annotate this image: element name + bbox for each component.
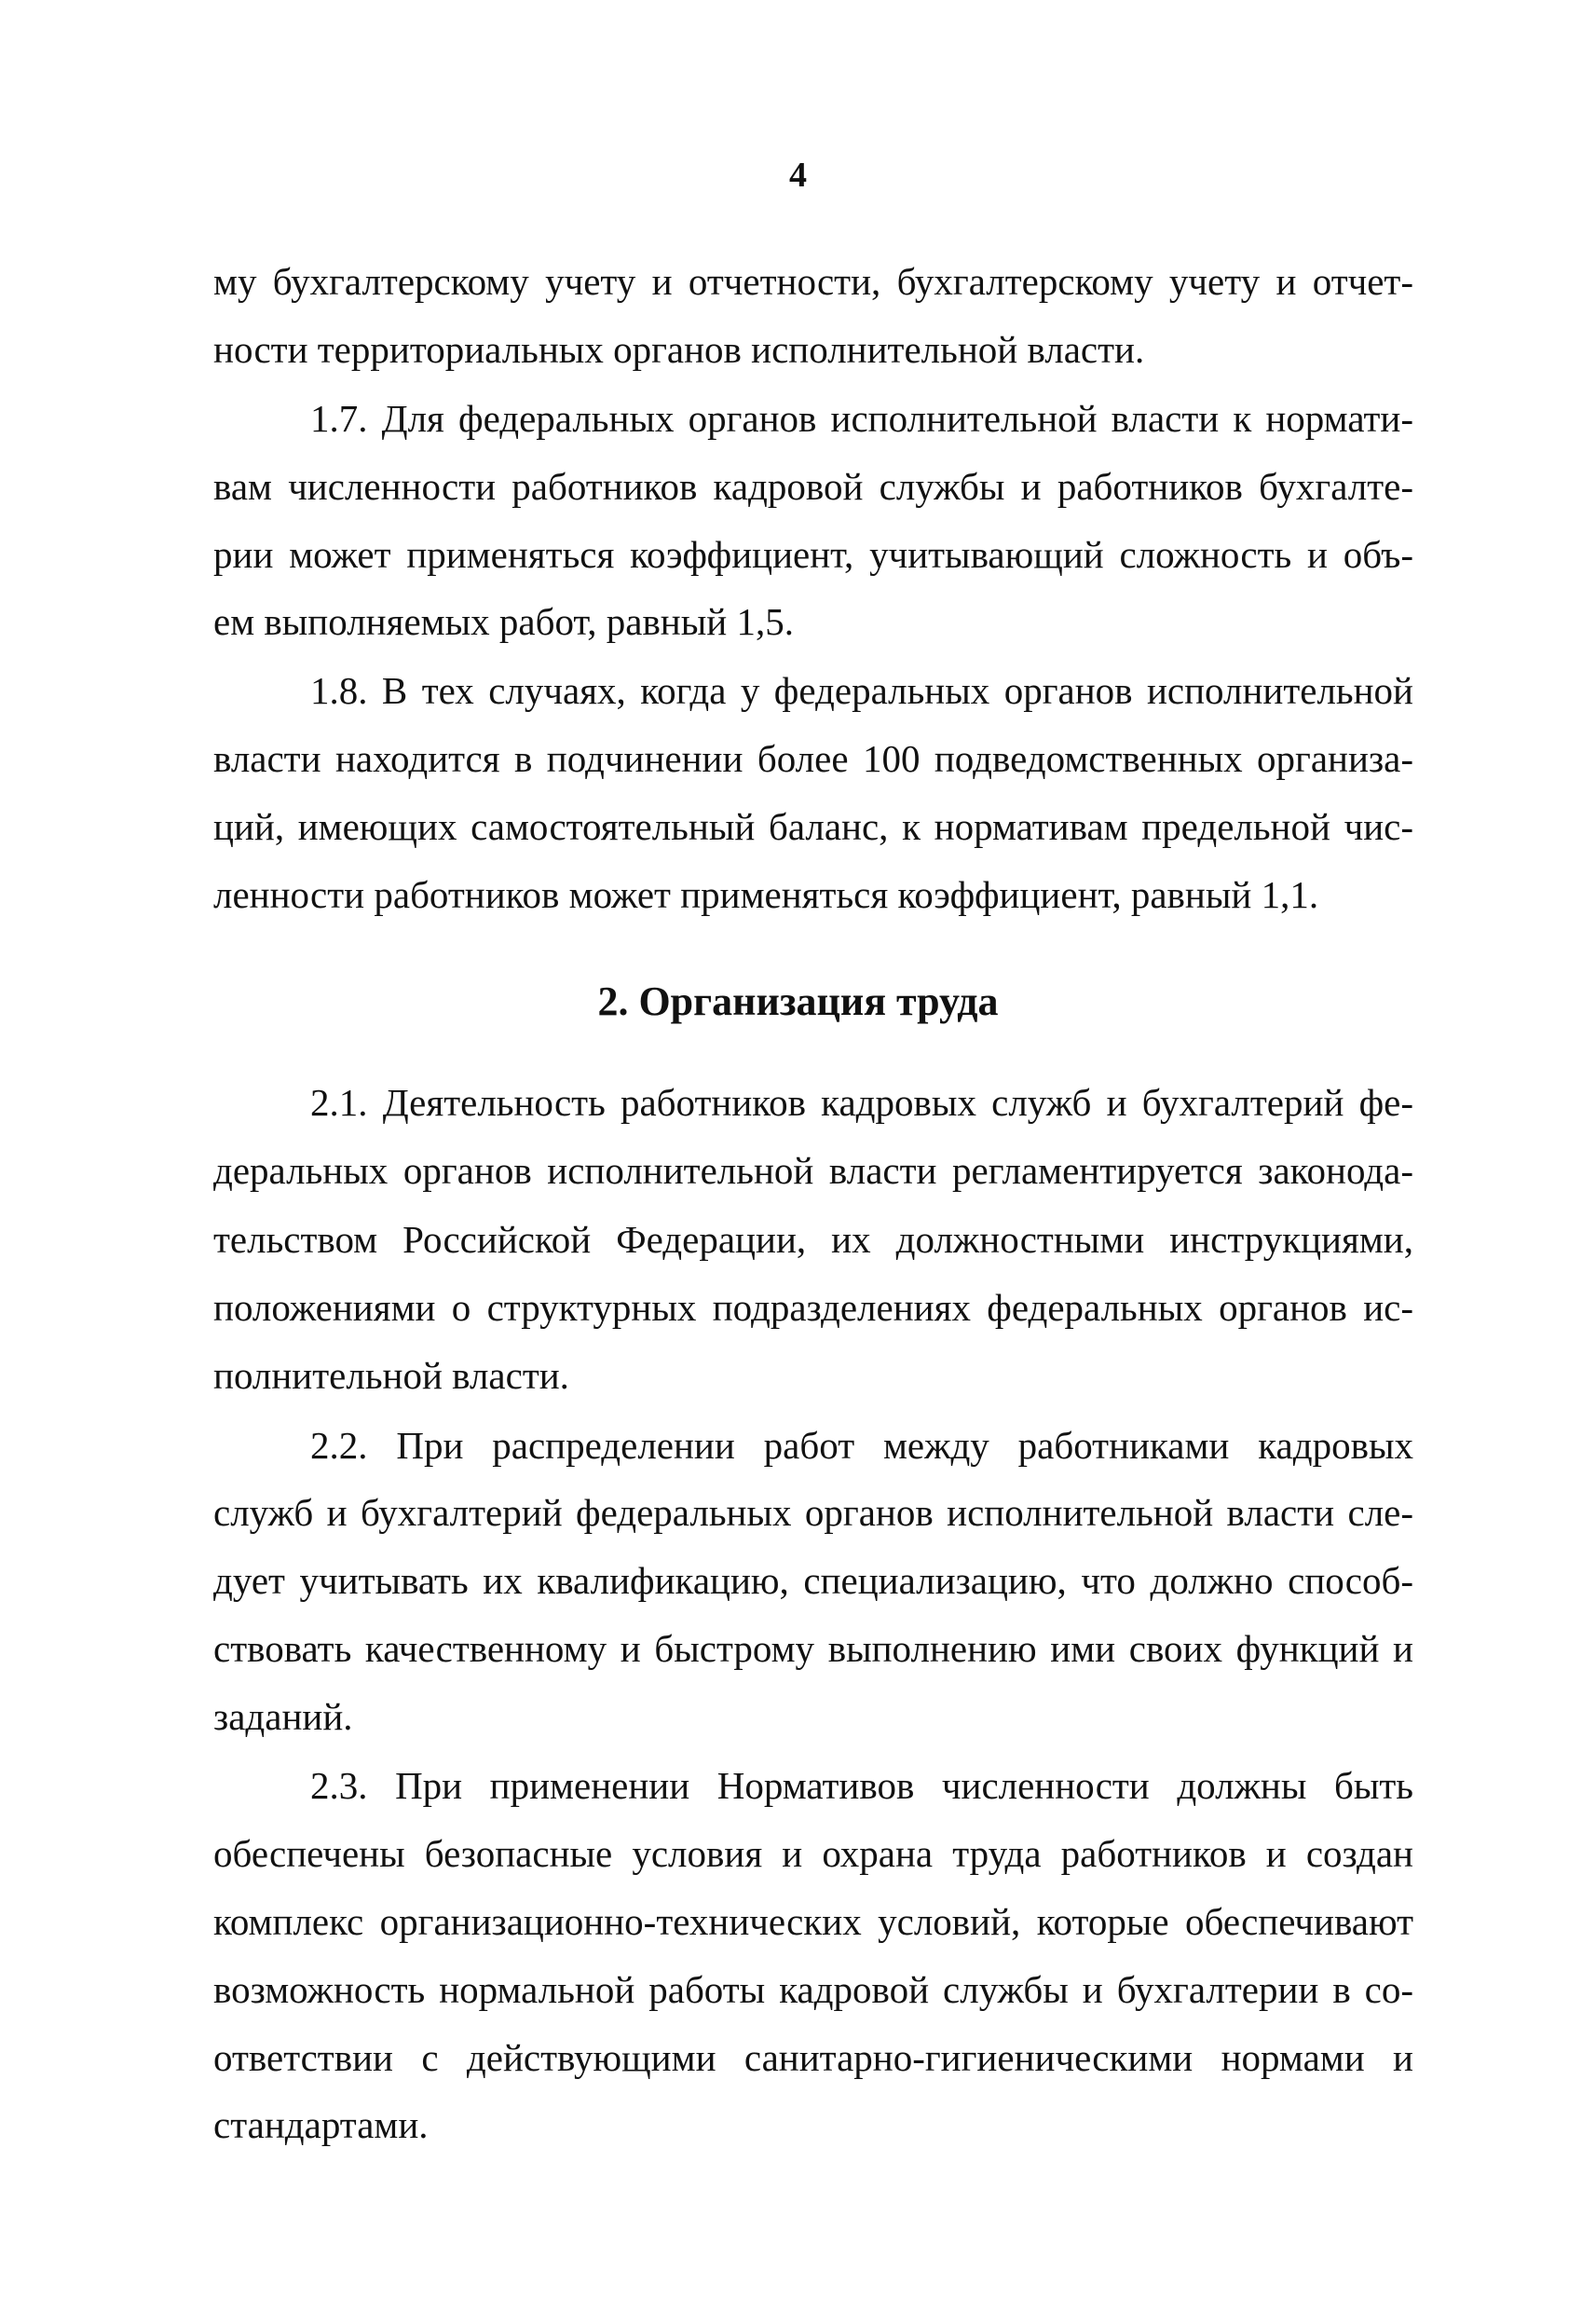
text-line: обеспечены безопасные условия и охрана труда работников и создан <box>213 1832 1413 1875</box>
text-line: рии может применяться коэффициент, учитывающий сложность и объ- <box>213 533 1413 576</box>
text-line: ций, имеющих самостоятельный баланс, к нормативам предельной чис- <box>213 805 1413 848</box>
page-number: 4 <box>789 156 807 195</box>
text-line: комплекс организационно-технических условий, которые обеспечивают <box>213 1900 1413 1943</box>
section-heading: 2. Организация труда <box>597 978 999 1024</box>
text-line: ности территориальных органов исполнительной власти. <box>213 328 1145 371</box>
text-line: 2.1. Деятельность работников кадровых служб и бухгалтерий фе- <box>310 1081 1413 1124</box>
text-line: возможность нормальной работы кадровой службы и бухгалтерии в со- <box>213 1968 1413 2011</box>
text-line: 1.8. В тех случаях, когда у федеральных органов исполнительной <box>310 669 1413 712</box>
text-line: ствовать качественному и быстрому выполнению ими своих функций и <box>213 1627 1413 1670</box>
text-line: стандартами. <box>213 2103 429 2146</box>
text-line: му бухгалтерскому учету и отчетности, бухгалтерскому учету и отчет- <box>213 260 1413 303</box>
text-line: 2.3. При применении Нормативов численности должны быть <box>310 1764 1413 1807</box>
text-line: заданий. <box>213 1695 353 1738</box>
text-line: ответствии с действующими санитарно-гигиеническими нормами и <box>213 2036 1413 2079</box>
text-line: 2.2. При распределении работ между работниками кадровых <box>310 1424 1413 1467</box>
text-line: тельством Российской Федерации, их должностными инструкциями, <box>213 1218 1413 1261</box>
text-line: ем выполняемых работ, равный 1,5. <box>213 600 794 643</box>
text-line: 1.7. Для федеральных органов исполнительной власти к нормати- <box>310 397 1413 440</box>
text-line: ленности работников может применяться коэффициент, равный 1,1. <box>213 873 1319 916</box>
text-line: служб и бухгалтерий федеральных органов исполнительной власти сле- <box>213 1491 1413 1534</box>
text-line: вам численности работников кадровой службы и работников бухгалте- <box>213 465 1413 508</box>
text-line: полнительной власти. <box>213 1354 569 1397</box>
text-line: деральных органов исполнительной власти регламентируется законода- <box>213 1149 1413 1192</box>
text-line: власти находится в подчинении более 100 подведомственных организа- <box>213 737 1413 780</box>
text-line: положениями о структурных подразделениях федеральных органов ис- <box>213 1286 1413 1329</box>
text-line: дует учитывать их квалификацию, специализацию, что должно способ- <box>213 1559 1413 1602</box>
